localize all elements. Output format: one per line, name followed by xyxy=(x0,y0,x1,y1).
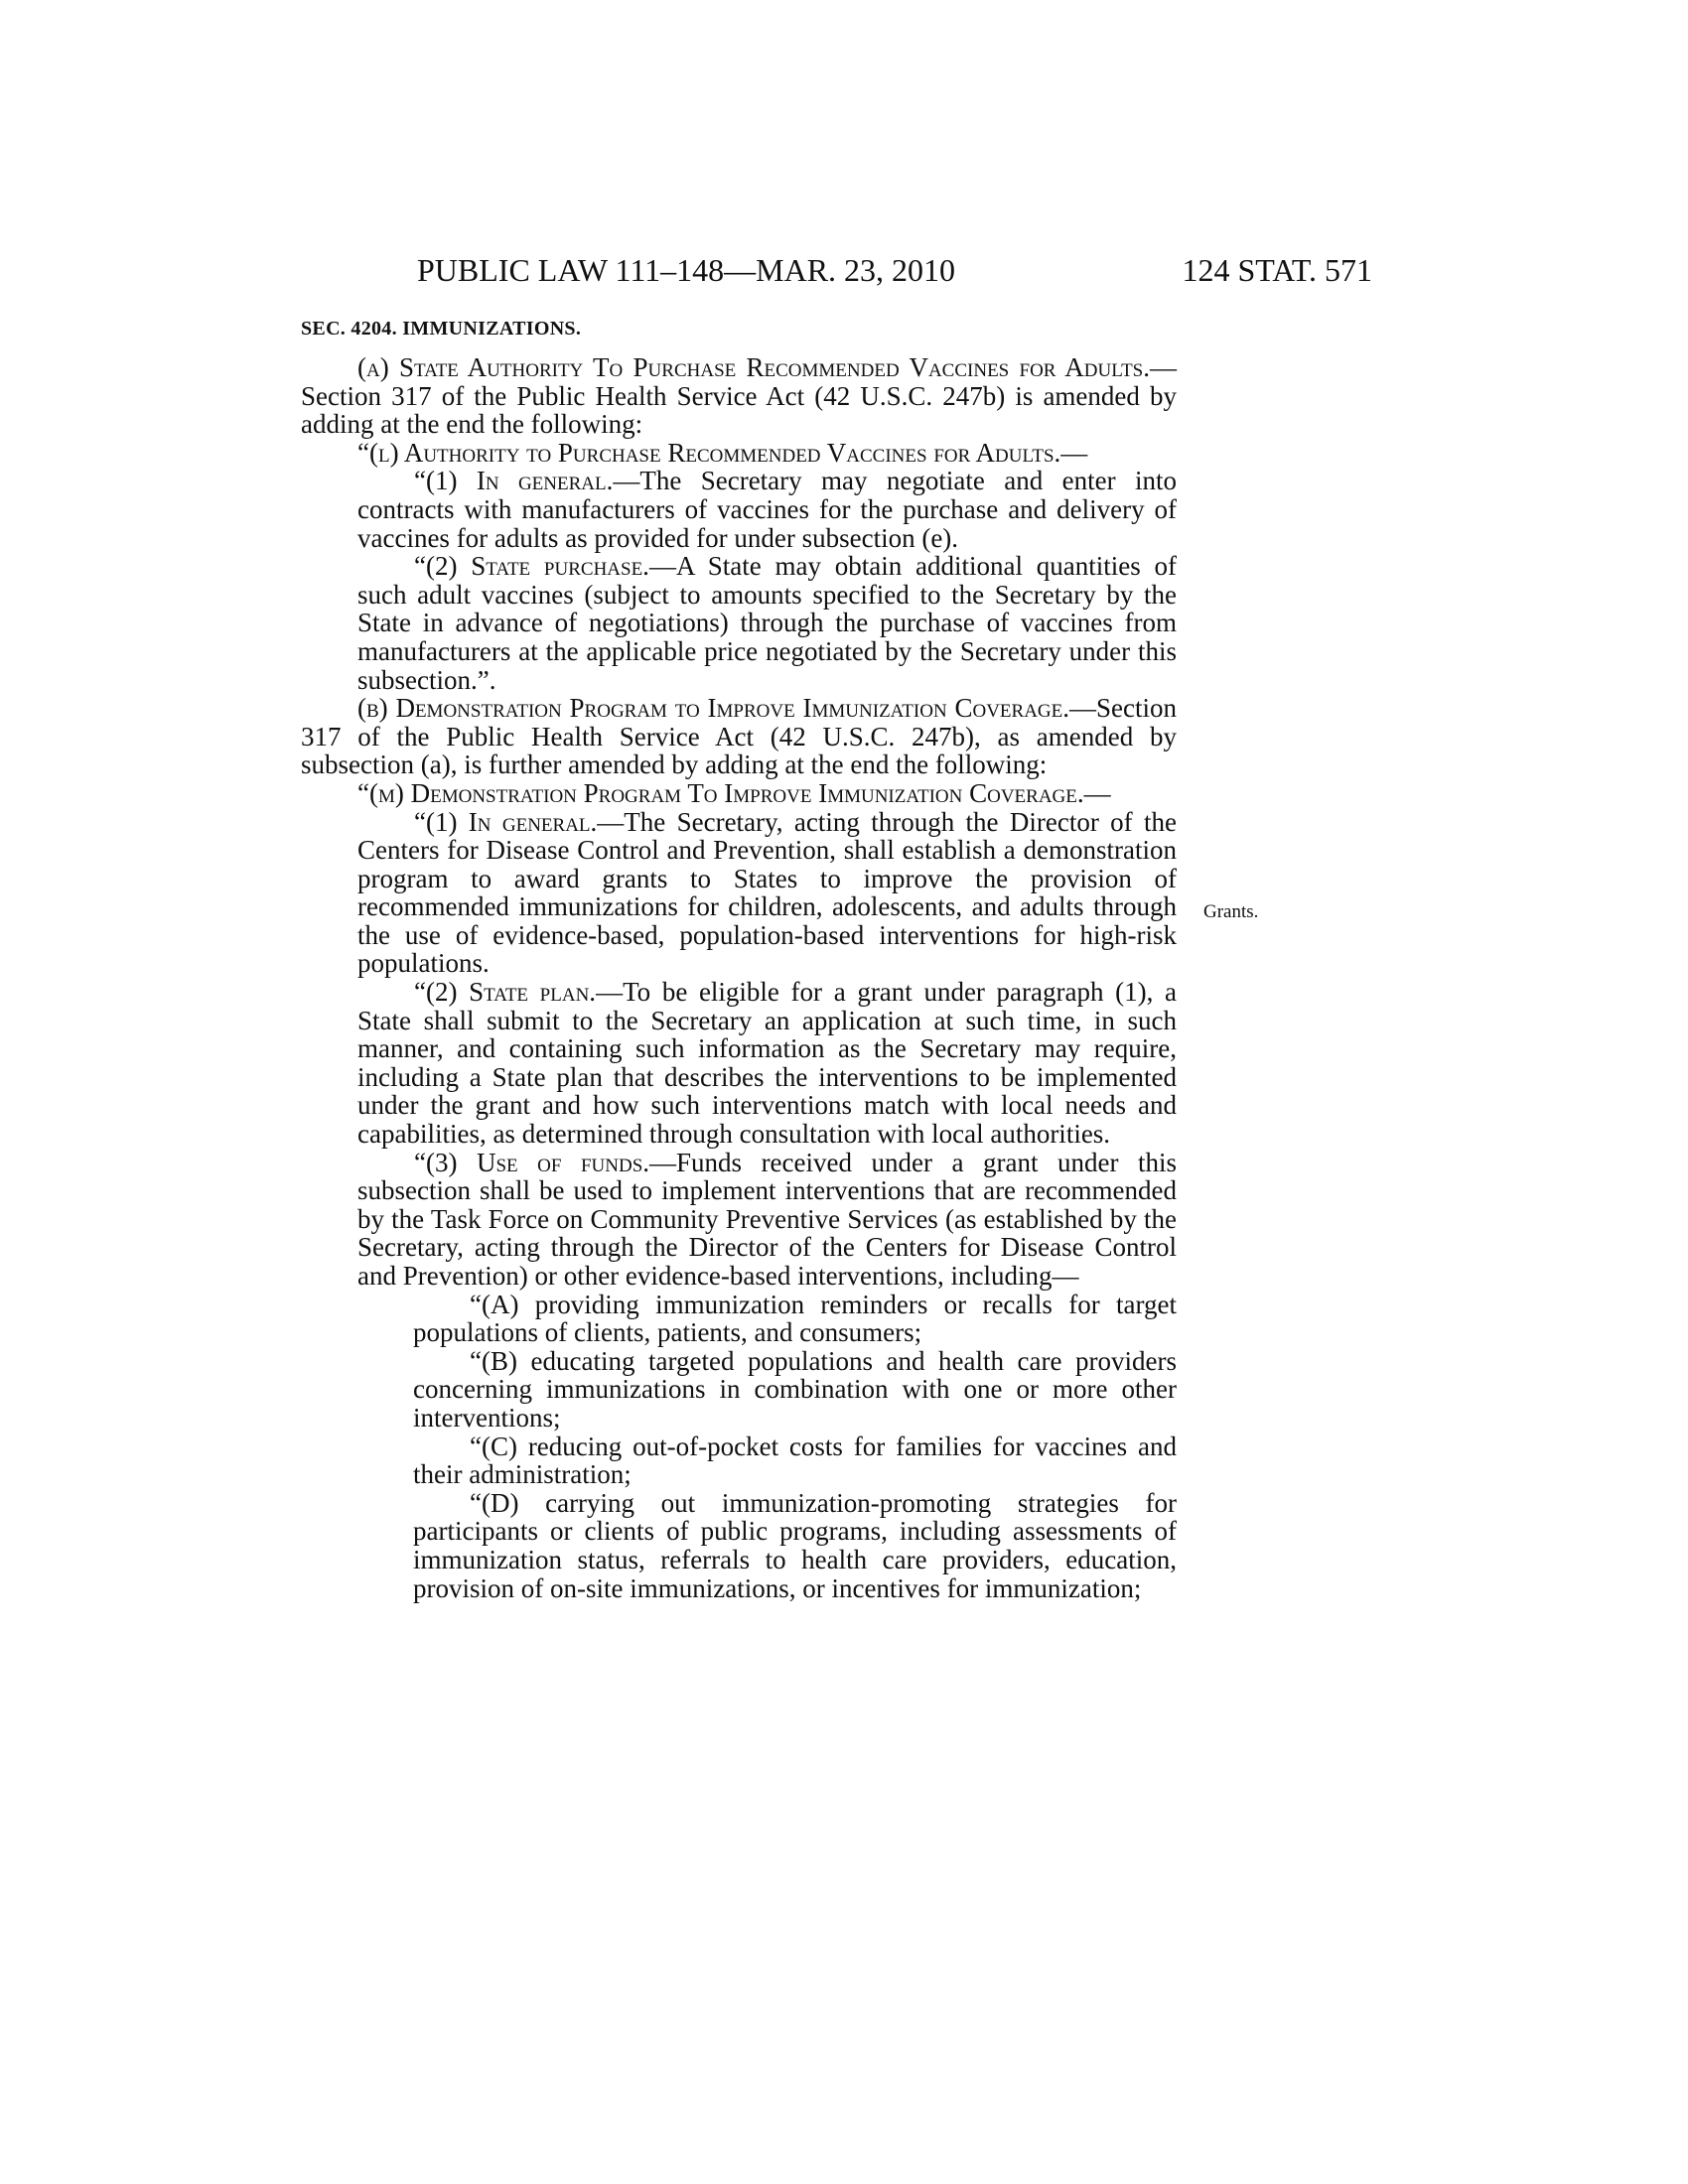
subparagraph-a: “(A) providing immunization reminders or recalls for target populations of clients, patients, and consumers; xyxy=(413,1289,1177,1348)
paragraph-l-2 xyxy=(301,552,1177,694)
margin-note: Grants. xyxy=(1203,901,1259,922)
paragraph-l-1-text: —The Secretary may negotiate and enter into contracts with manufacturers of vaccines for the purchase and delivery of vaccines for adults as provided for under subsection (e). xyxy=(357,466,1177,553)
paragraph-m-3-heading: “(3) Use of funds. xyxy=(414,1147,650,1177)
paragraph-m-1 xyxy=(301,808,1177,979)
subsection-l-heading: “(l) Authority to Purchase Recommended Vaccines for Adults. xyxy=(357,437,1061,468)
subsection-b-heading: (b) Demonstration Program to Improve Immunization Coverage. xyxy=(357,693,1069,724)
subparagraph-b: “(B) educating targeted populations and health care providers concerning immunizations in combination with one or more other interventions; xyxy=(413,1345,1177,1433)
header-title: PUBLIC LAW 111–148—MAR. 23, 2010 xyxy=(417,252,956,288)
paragraph-m-1-heading: “(1) In general. xyxy=(414,806,598,837)
subsection-a-heading: (a) State Authority To Purchase Recommended Vaccines for Adults. xyxy=(357,352,1150,382)
paragraph-m-3-text: —Funds received under a grant under this subsection shall be used to implement interventions that are recommended by the Task Force on Community Preventive Services (as established by the Secretary, acting through the Director of the Centers for Disease Control and Prevention) or other evidence-based interventions, including— xyxy=(357,1147,1177,1291)
subsection-l xyxy=(301,439,1177,468)
section-title: SEC. 4204. IMMUNIZATIONS. xyxy=(301,318,582,340)
page-header xyxy=(417,250,1372,290)
paragraph-m-2-text: —To be eligible for a grant under paragraph (1), a State shall submit to the Secretary an application at such time, in such manner, and containing such information as the Secretary may require, including a State plan that describes the interventions to be implemented under the grant and how such interventions match with local needs and capabilities, as determined through consultation with local authorities. xyxy=(357,977,1177,1150)
paragraph-m-2-heading: “(2) State plan. xyxy=(414,977,597,1008)
subsection-a-text: —Section 317 of the Public Health Service Act (42 U.S.C. 247b) is amended by adding at the end the following: xyxy=(301,352,1177,440)
paragraph-m-1-text: —The Secretary, acting through the Director of the Centers for Disease Control and Prevention, shall establish a demonstration program to award grants to States to improve the provision of recommended immunizations for children, adolescents, and adults through the use of evidence-based, population-based interventions for high-risk populations. xyxy=(357,806,1177,979)
paragraph-m-2 xyxy=(301,978,1177,1149)
subsection-a xyxy=(301,353,1177,439)
subsection-m-text: — xyxy=(1083,777,1111,808)
statute-page-number: 124 STAT. 571 xyxy=(1182,252,1372,288)
subsection-l-text: — xyxy=(1060,437,1088,468)
subsection-b-text: —Section 317 of the Public Health Service Act (42 U.S.C. 247b), as amended by subsection (a), is further amended by adding at the end the following: xyxy=(301,693,1177,780)
subsection-m xyxy=(301,779,1177,808)
paragraph-l-1 xyxy=(301,467,1177,552)
subsection-b xyxy=(301,694,1177,779)
paragraph-l-2-text: —A State may obtain additional quantities of such adult vaccines (subject to amounts specified to the Secretary by the State in advance of negotiations) through the purchase of vaccines from manufacturers at the applicable price negotiated by the Secretary under this subsection.”. xyxy=(357,551,1177,695)
paragraph-m-3 xyxy=(301,1149,1177,1291)
paragraph-l-2-heading: “(2) State purchase. xyxy=(414,551,649,582)
section-body xyxy=(301,353,1177,1602)
subparagraph-c: “(C) reducing out-of-pocket costs for families for vaccines and their administration; xyxy=(413,1431,1177,1490)
paragraph-l-1-heading: “(1) In general. xyxy=(414,466,614,496)
subparagraph-d: “(D) carrying out immunization-promoting strategies for participants or clients of public programs, including assessments of immunization status, referrals to health care providers, education, provision of on-site immunizations, or incentives for immunization; xyxy=(413,1487,1177,1603)
subsection-m-heading: “(m) Demonstration Program To Improve Immunization Coverage. xyxy=(357,777,1084,808)
